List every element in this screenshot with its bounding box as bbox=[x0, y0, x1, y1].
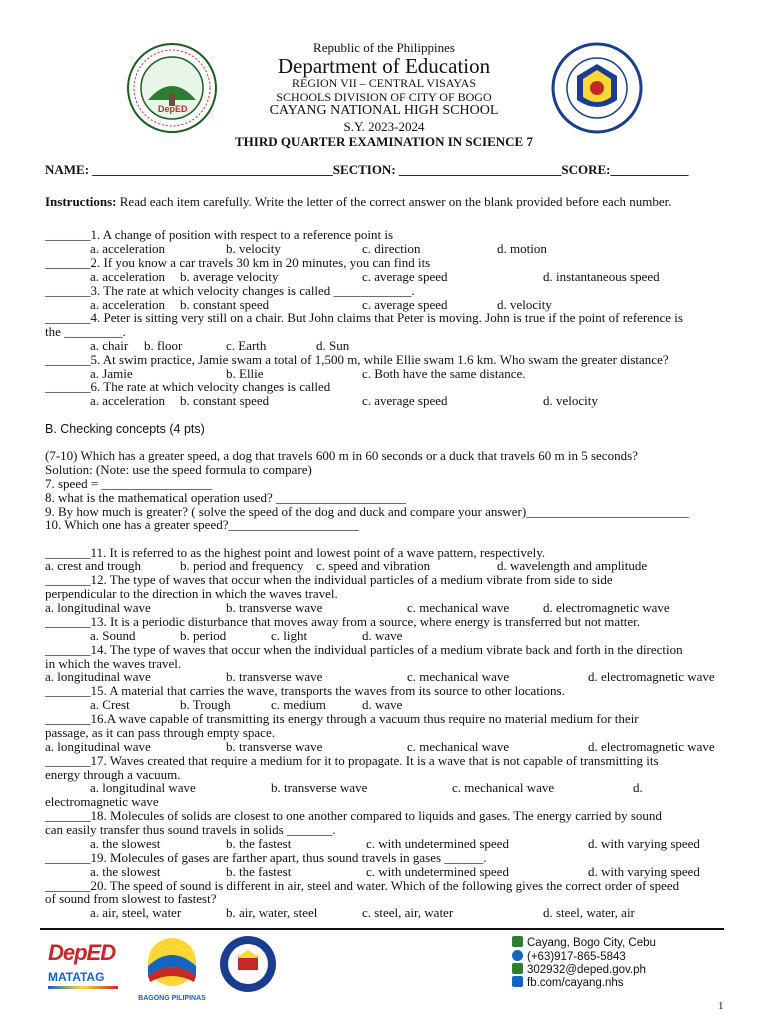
choice: d. electromagnetic wave bbox=[588, 669, 715, 684]
choice: d. with varying speed bbox=[588, 836, 700, 851]
question-17: _______17. Waves created that require a medium for it to propagate. It is a wave that is not capable of transmitting its bbox=[45, 753, 659, 768]
choice: b. transverse wave bbox=[271, 780, 368, 795]
instructions-label: Instructions: bbox=[45, 194, 117, 209]
choice: b. constant speed bbox=[180, 297, 270, 312]
region-line: REGION VII – CENTRAL VISAYAS bbox=[291, 76, 476, 90]
choice: b. period and frequency bbox=[180, 558, 304, 573]
choice: c. mechanical wave bbox=[407, 600, 510, 615]
deped-matatag-logo bbox=[48, 940, 128, 1000]
phone-text: (+63)917-865-5843 bbox=[527, 951, 626, 963]
choice: d. wavelength and amplitude bbox=[497, 558, 648, 573]
choice: c. average speed bbox=[362, 393, 448, 408]
deped-logo-text: DepED bbox=[48, 940, 116, 965]
facebook-text: fb.com/cayang.nhs bbox=[527, 977, 624, 989]
department-title: Department of Education bbox=[277, 54, 491, 78]
question-18-cont: can easily transfer thus sound travels in solids _______. bbox=[45, 822, 336, 837]
choice: d. instantaneous speed bbox=[543, 269, 660, 284]
choice: a. the slowest bbox=[90, 836, 161, 851]
choice: b. air, water, steel bbox=[226, 905, 318, 920]
choice: c. light bbox=[271, 628, 308, 643]
choice: a. acceleration bbox=[90, 241, 166, 256]
question-20: _______20. The speed of sound is different in air, steel and water. Which of the following gives the correct order of speed bbox=[45, 878, 680, 893]
question-6: _______6. The rate at which velocity changes is called bbox=[45, 379, 331, 394]
choice: c. mechanical wave bbox=[452, 780, 555, 795]
footer-email[interactable] bbox=[512, 963, 646, 977]
choice: d. motion bbox=[497, 241, 547, 256]
question-12: _______12. The type of waves that occur when the individual particles of a medium vibrate from side to side bbox=[45, 572, 613, 587]
republic-line: Republic of the Philippines bbox=[313, 40, 455, 55]
choice-cont: electromagnetic wave bbox=[45, 794, 159, 809]
question-18: _______18. Molecules of solids are closest to one another compared to liquids and gases. The energy carried by sound bbox=[45, 808, 662, 823]
choice: a. longitudinal wave bbox=[90, 780, 196, 795]
question-19: _______19. Molecules of gases are farther apart, thus sound travels in gases ______. bbox=[45, 850, 487, 865]
question-15: _______15. A material that carries the wave, transports the waves from its source to other locations. bbox=[45, 683, 565, 698]
part-b-intro: (7-10) Which has a greater speed, a dog that travels 600 m in 60 seconds or a duck that travels 60 m in 5 seconds? bbox=[45, 448, 638, 463]
footer-divider bbox=[40, 928, 724, 930]
question-8: 8. what is the mathematical operation used? ____________________ bbox=[45, 490, 407, 505]
question-10: 10. Which one has a greater speed?____________________ bbox=[45, 517, 359, 532]
choice: b. transverse wave bbox=[226, 669, 323, 684]
location-icon bbox=[512, 936, 523, 947]
choice: b. average velocity bbox=[180, 269, 279, 284]
phone-icon bbox=[512, 950, 523, 961]
school-name: CAYANG NATIONAL HIGH SCHOOL bbox=[269, 103, 499, 118]
choice: a. crest and trough bbox=[45, 558, 142, 573]
choice: c. average speed bbox=[362, 297, 448, 312]
choice: a. Sound bbox=[90, 628, 136, 643]
choice: b. transverse wave bbox=[226, 600, 323, 615]
choice: b. Trough bbox=[180, 697, 231, 712]
instructions bbox=[45, 195, 672, 209]
address-text: Cayang, Bogo City, Cebu bbox=[527, 937, 656, 949]
choice: c. average speed bbox=[362, 269, 448, 284]
choice: c. Earth bbox=[226, 338, 267, 353]
choice: d. bbox=[633, 780, 643, 795]
question-4-cont: the _________. bbox=[45, 324, 126, 339]
question-16: _______16.A wave capable of transmitting its energy through a vacuum thus require no material medium for their bbox=[45, 711, 639, 726]
question-7: 7. speed = _________________ bbox=[45, 476, 212, 491]
choice: a. Jamie bbox=[90, 366, 133, 381]
part-b-solution: Solution: (Note: use the speed formula to compare) bbox=[45, 462, 312, 477]
choice: b. period bbox=[180, 628, 227, 643]
choice: c. steel, air, water bbox=[362, 905, 454, 920]
facebook-icon bbox=[512, 976, 523, 987]
question-4: _______4. Peter is sitting very still on a chair. But John claims that Peter is moving. John is true if the point of reference is bbox=[45, 310, 683, 325]
question-1: _______1. A change of position with respect to a reference point is bbox=[45, 227, 394, 242]
choice: d. electromagnetic wave bbox=[543, 600, 670, 615]
choice: a. acceleration bbox=[90, 269, 166, 284]
choice: a. longitudinal wave bbox=[45, 739, 151, 754]
choice: a. longitudinal wave bbox=[45, 600, 151, 615]
choice: c. mechanical wave bbox=[407, 669, 510, 684]
choice: a. air, steel, water bbox=[90, 905, 182, 920]
question-14-cont: in which the waves travel. bbox=[45, 656, 182, 671]
footer-address bbox=[512, 936, 656, 950]
footer-facebook[interactable] bbox=[512, 976, 624, 990]
choice: d. wave bbox=[362, 697, 403, 712]
bagong-pilipinas-logo bbox=[136, 936, 208, 1000]
question-13: _______13. It is a periodic disturbance that moves away from a source, where energy is transferred but not matter. bbox=[45, 614, 641, 629]
choice: b. Ellie bbox=[226, 366, 264, 381]
exam-title: THIRD QUARTER EXAMINATION IN SCIENCE 7 bbox=[235, 134, 533, 149]
question-17-cont: energy through a vacuum. bbox=[45, 767, 181, 782]
division-line: SCHOOLS DIVISION OF CITY OF BOGO bbox=[276, 90, 492, 104]
choice: b. floor bbox=[144, 338, 183, 353]
choice: b. constant speed bbox=[180, 393, 270, 408]
part-b-title: B. Checking concepts (4 pts) bbox=[45, 422, 205, 436]
question-12-cont: perpendicular to the direction in which the waves travel. bbox=[45, 586, 338, 601]
choice: a. acceleration bbox=[90, 393, 166, 408]
choice: c. medium bbox=[271, 697, 326, 712]
choice: d. steel, water, air bbox=[543, 905, 635, 920]
choice: c. with undetermined speed bbox=[366, 836, 509, 851]
school-seal bbox=[218, 934, 278, 994]
question-3: _______3. The rate at which velocity changes is called ____________. bbox=[45, 283, 415, 298]
choice: a. acceleration bbox=[90, 297, 166, 312]
bagong-pilipinas-text: BAGONG PILIPINAS bbox=[138, 995, 206, 1002]
choice: d. velocity bbox=[543, 393, 598, 408]
question-5: _______5. At swim practice, Jamie swam a total of 1,500 m, while Ellie swam 1.6 km. Who swam the greater distance? bbox=[45, 352, 669, 367]
school-year: S.Y. 2023-2024 bbox=[343, 119, 425, 134]
choice: a. longitudinal wave bbox=[45, 669, 151, 684]
choice: c. direction bbox=[362, 241, 421, 256]
choice: c. with undetermined speed bbox=[366, 864, 509, 879]
choice: d. velocity bbox=[497, 297, 552, 312]
choice: b. the fastest bbox=[226, 864, 292, 879]
question-20-cont: of sound from slowest to fastest? bbox=[45, 891, 217, 906]
choice: b. velocity bbox=[226, 241, 281, 256]
choice: d. with varying speed bbox=[588, 864, 700, 879]
choice: d. electromagnetic wave bbox=[588, 739, 715, 754]
footer-phone bbox=[512, 950, 626, 964]
instructions-text: Read each item carefully. Write the letter of the correct answer on the blank provided before each number. bbox=[116, 194, 672, 209]
choice: b. the fastest bbox=[226, 836, 292, 851]
choice: c. mechanical wave bbox=[407, 739, 510, 754]
question-9: 9. By how much is greater? ( solve the speed of the dog and duck and compare your answer)_________________________ bbox=[45, 504, 689, 519]
page-number: 1 bbox=[718, 1000, 724, 1012]
choice: d. Sun bbox=[316, 338, 350, 353]
choice: c. Both have the same distance. bbox=[362, 366, 526, 381]
email-text: 302932@deped.gov.ph bbox=[527, 964, 646, 976]
choice: a. chair bbox=[90, 338, 129, 353]
choice: d. wave bbox=[362, 628, 403, 643]
left-seal-center-text: DepED bbox=[158, 104, 188, 114]
question-2: _______2. If you know a car travels 30 km in 20 minutes, you can find its bbox=[45, 255, 431, 270]
question-11: _______11. It is referred to as the highest point and lowest point of a wave pattern, respectively. bbox=[45, 545, 546, 560]
question-16-cont: passage, as it can pass through empty space. bbox=[45, 725, 275, 740]
choice: b. transverse wave bbox=[226, 739, 323, 754]
choice: a. the slowest bbox=[90, 864, 161, 879]
question-14: _______14. The type of waves that occur when the individual particles of a medium vibrate back and forth in the direction bbox=[45, 642, 683, 657]
choice: a. Crest bbox=[90, 697, 130, 712]
choice: c. speed and vibration bbox=[316, 558, 431, 573]
email-icon bbox=[512, 963, 523, 974]
matatag-text: MATATAG bbox=[48, 970, 105, 984]
name-section-score-line[interactable]: NAME: _____________________________________SECTION: _________________________SCORE:____________ bbox=[45, 162, 689, 177]
